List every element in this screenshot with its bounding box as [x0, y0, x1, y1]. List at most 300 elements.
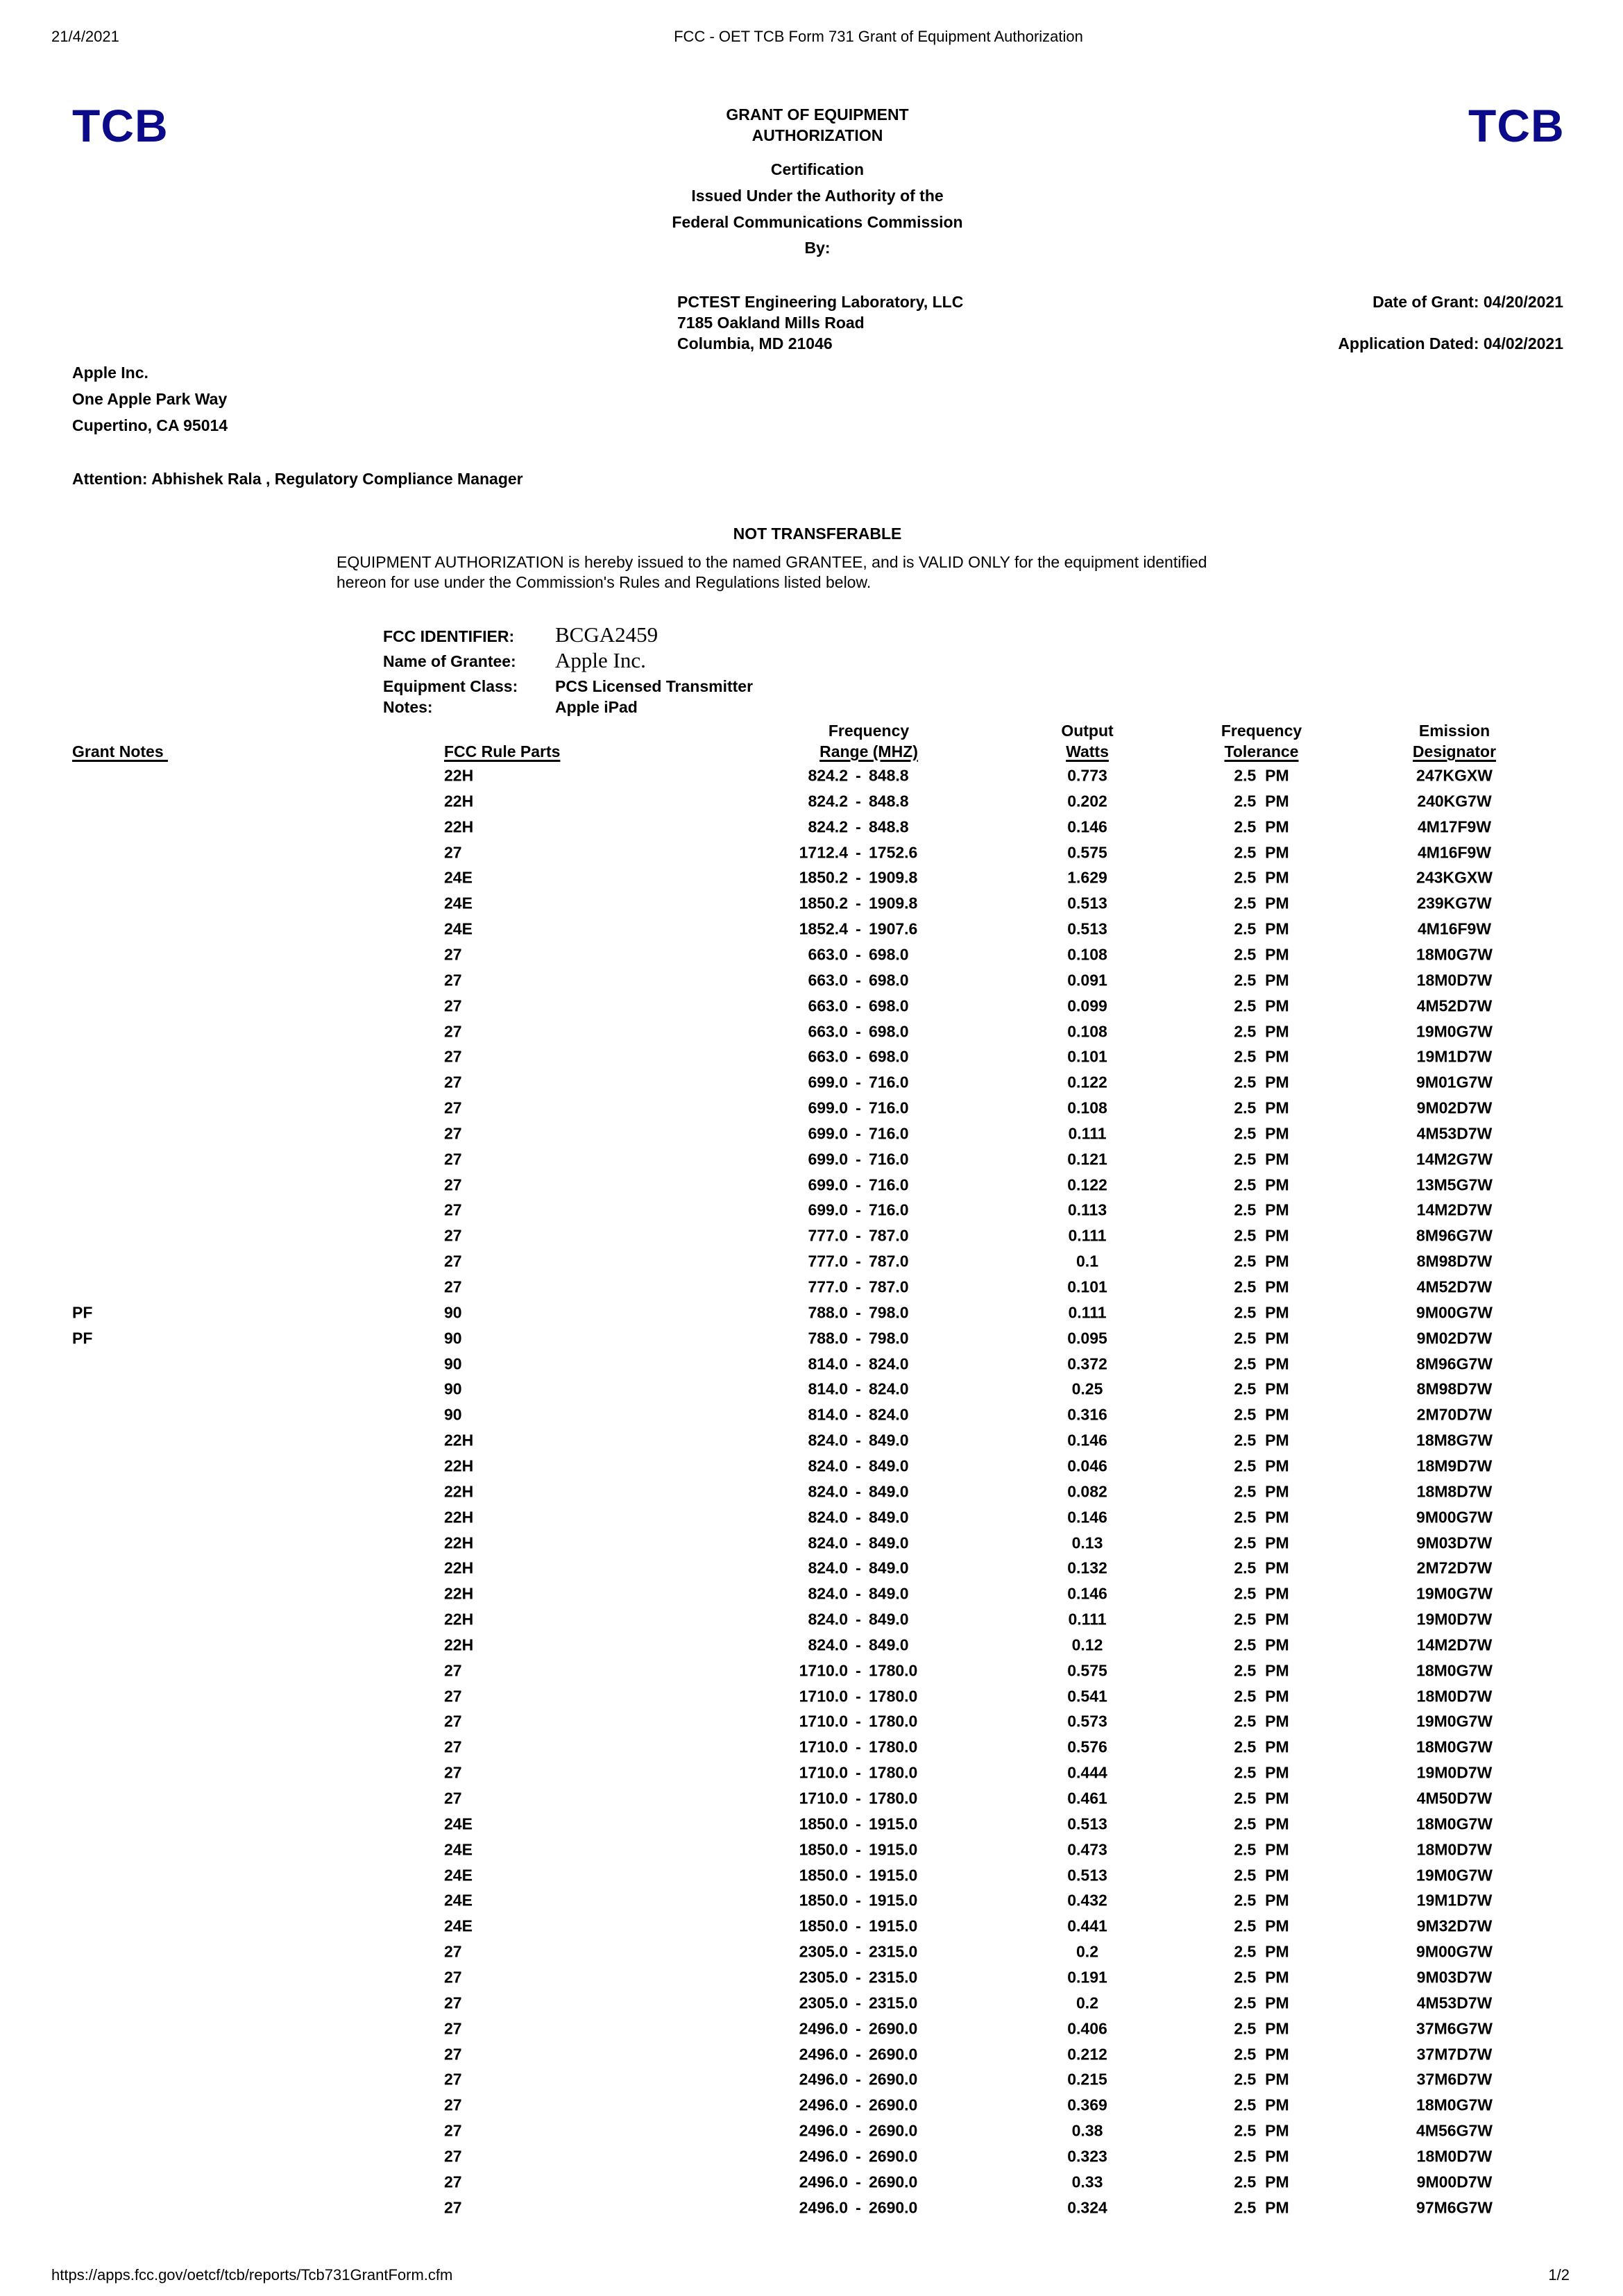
- rule-part-cell: 27: [444, 1022, 462, 1041]
- heading-issued: Issued Under the Authority of the: [691, 187, 944, 205]
- output-watts-cell: 0.13: [1071, 1533, 1103, 1552]
- rule-part-cell: 90: [444, 1354, 462, 1373]
- frequency-high: 849.0: [869, 1456, 909, 1475]
- rule-part-cell: 27: [444, 1252, 462, 1270]
- frequency-tolerance-cell: 2.5 PM: [1234, 2019, 1289, 2038]
- rule-part-cell: 27: [444, 2121, 462, 2140]
- frequency-range-cell: [765, 2173, 952, 2192]
- class-label: Equipment Class:: [383, 677, 518, 695]
- frequency-low: 2496.0: [799, 2198, 848, 2217]
- frequency-dash: -: [856, 2019, 861, 2038]
- frequency-range-cell: [765, 1252, 952, 1271]
- rule-part-cell: 22H: [444, 1456, 474, 1475]
- tcb-logo-left: TCB: [72, 100, 169, 151]
- output-watts-cell: 0.444: [1067, 1763, 1107, 1782]
- output-watts-cell: 0.773: [1067, 766, 1107, 785]
- output-watts-cell: 0.111: [1068, 1226, 1107, 1245]
- frequency-range-cell: [765, 2148, 952, 2166]
- header-tolerance: Tolerance: [1224, 742, 1299, 760]
- date-of-grant: Date of Grant: 04/20/2021: [1373, 293, 1563, 311]
- frequency-tolerance-cell: 2.5 PM: [1234, 1482, 1289, 1501]
- frequency-low: 1850.2: [799, 868, 848, 887]
- rule-part-cell: 24E: [444, 1814, 473, 1833]
- rule-part-cell: 27: [444, 1200, 462, 1219]
- frequency-dash: -: [856, 1073, 861, 1091]
- frequency-dash: -: [856, 1789, 861, 1808]
- frequency-tolerance-cell: 2.5 PM: [1234, 1737, 1289, 1756]
- rule-part-cell: 24E: [444, 868, 473, 887]
- frequency-dash: -: [856, 1712, 861, 1730]
- output-watts-cell: 0.432: [1067, 1891, 1107, 1910]
- frequency-tolerance-cell: 2.5 PM: [1234, 1661, 1289, 1680]
- emission-designator-cell: 18M0D7W: [1416, 2147, 1493, 2166]
- output-watts-cell: 0.38: [1071, 2121, 1103, 2140]
- lab-address1: 7185 Oakland Mills Road: [677, 314, 865, 332]
- frequency-high: 1780.0: [869, 1737, 918, 1756]
- frequency-low: 663.0: [808, 971, 848, 989]
- rule-part-cell: 27: [444, 1073, 462, 1091]
- attention-line: Attention: Abhishek Rala , Regulatory Compliance Manager: [72, 470, 523, 488]
- emission-designator-cell: 18M8D7W: [1416, 1482, 1493, 1501]
- class-value: PCS Licensed Transmitter: [555, 677, 754, 695]
- frequency-dash: -: [856, 1942, 861, 1961]
- output-watts-cell: 0.369: [1067, 2095, 1107, 2114]
- frequency-range-cell: [765, 1610, 952, 1629]
- frequency-low: 788.0: [808, 1303, 848, 1322]
- rule-part-cell: 27: [444, 2172, 462, 2191]
- frequency-tolerance-cell: 2.5 PM: [1234, 1073, 1289, 1091]
- frequency-range-cell: [765, 1125, 952, 1143]
- frequency-low: 777.0: [808, 1226, 848, 1245]
- frequency-high: 2315.0: [869, 1968, 918, 1987]
- rule-part-cell: 22H: [444, 792, 474, 810]
- frequency-tolerance-cell: 2.5 PM: [1234, 2070, 1289, 2089]
- output-watts-cell: 0.461: [1067, 1789, 1107, 1808]
- frequency-tolerance-cell: 2.5 PM: [1234, 2121, 1289, 2140]
- frequency-range-cell: [765, 1508, 952, 1527]
- emission-designator-cell: 243KGXW: [1416, 868, 1493, 887]
- frequency-tolerance-cell: 2.5 PM: [1234, 1942, 1289, 1961]
- frequency-range-cell: [765, 1559, 952, 1578]
- emission-designator-cell: 4M50D7W: [1416, 1789, 1493, 1808]
- frequency-dash: -: [856, 1150, 861, 1168]
- frequency-high: 716.0: [869, 1150, 909, 1168]
- rule-part-cell: 27: [444, 1277, 462, 1296]
- frequency-dash: -: [856, 2172, 861, 2191]
- frequency-high: 848.8: [869, 766, 909, 785]
- rule-part-cell: 24E: [444, 1840, 473, 1859]
- heading-line2: AUTHORIZATION: [751, 126, 883, 144]
- frequency-high: 1780.0: [869, 1789, 918, 1808]
- frequency-high: 1907.6: [869, 919, 918, 938]
- frequency-dash: -: [856, 919, 861, 938]
- frequency-range-cell: [765, 1662, 952, 1681]
- rule-part-cell: 27: [444, 1763, 462, 1782]
- frequency-low: 663.0: [808, 1022, 848, 1041]
- emission-designator-cell: 2M72D7W: [1416, 1558, 1493, 1577]
- frequency-range-cell: [765, 844, 952, 862]
- rule-part-cell: 24E: [444, 1891, 473, 1910]
- grant-note-cell: PF: [72, 1303, 93, 1322]
- output-watts-cell: 0.111: [1068, 1124, 1107, 1143]
- frequency-high: 1915.0: [869, 1866, 918, 1885]
- frequency-dash: -: [856, 2198, 861, 2217]
- frequency-high: 1909.8: [869, 894, 918, 912]
- frequency-range-cell: [765, 2046, 952, 2064]
- frequency-high: 849.0: [869, 1533, 909, 1552]
- frequency-tolerance-cell: 2.5 PM: [1234, 1098, 1289, 1117]
- rule-part-cell: 24E: [444, 894, 473, 912]
- rule-part-cell: 22H: [444, 1635, 474, 1654]
- frequency-range-cell: [765, 1023, 952, 1041]
- frequency-range-cell: [765, 1406, 952, 1425]
- frequency-tolerance-cell: 2.5 PM: [1234, 2147, 1289, 2166]
- frequency-low: 2496.0: [799, 2019, 848, 2038]
- frequency-dash: -: [856, 2121, 861, 2140]
- fcc-id-label: FCC IDENTIFIER:: [383, 627, 515, 645]
- emission-designator-cell: 4M16F9W: [1417, 919, 1492, 938]
- frequency-tolerance-cell: 2.5 PM: [1234, 1405, 1289, 1424]
- frequency-tolerance-cell: 2.5 PM: [1234, 1354, 1289, 1373]
- rule-part-cell: 27: [444, 1942, 462, 1961]
- frequency-tolerance-cell: 2.5 PM: [1234, 1303, 1289, 1322]
- emission-designator-cell: 9M03D7W: [1416, 1968, 1493, 1987]
- frequency-dash: -: [856, 1558, 861, 1577]
- rule-part-cell: 27: [444, 1789, 462, 1808]
- frequency-range-cell: [765, 2070, 952, 2089]
- output-watts-cell: 0.12: [1071, 1635, 1103, 1654]
- rule-part-cell: 27: [444, 2019, 462, 2038]
- rule-part-cell: 24E: [444, 919, 473, 938]
- frequency-tolerance-cell: 2.5 PM: [1234, 792, 1289, 810]
- frequency-high: 2690.0: [869, 2147, 918, 2166]
- frequency-range-cell: [765, 1278, 952, 1297]
- frequency-dash: -: [856, 843, 861, 862]
- frequency-dash: -: [856, 1635, 861, 1654]
- rule-part-cell: 90: [444, 1379, 462, 1398]
- frequency-high: 716.0: [869, 1124, 909, 1143]
- frequency-high: 1909.8: [869, 868, 918, 887]
- frequency-tolerance-cell: 2.5 PM: [1234, 1558, 1289, 1577]
- frequency-range-cell: [765, 1073, 952, 1092]
- emission-designator-cell: 4M16F9W: [1417, 843, 1492, 862]
- header-output-top: Output: [1061, 722, 1114, 740]
- frequency-tolerance-cell: 2.5 PM: [1234, 1456, 1289, 1475]
- frequency-dash: -: [856, 1405, 861, 1424]
- frequency-tolerance-cell: 2.5 PM: [1234, 1584, 1289, 1603]
- frequency-range-cell: [765, 1789, 952, 1808]
- output-watts-cell: 0.33: [1071, 2172, 1103, 2191]
- output-watts-cell: 0.108: [1067, 945, 1107, 964]
- frequency-low: 814.0: [808, 1405, 848, 1424]
- frequency-high: 787.0: [869, 1226, 909, 1245]
- tcb-logo-right: TCB: [1468, 100, 1565, 151]
- output-watts-cell: 0.372: [1067, 1354, 1107, 1373]
- frequency-low: 699.0: [808, 1073, 848, 1091]
- frequency-range-cell: [765, 2199, 952, 2218]
- emission-designator-cell: 4M52D7W: [1416, 996, 1493, 1015]
- rule-part-cell: 27: [444, 2095, 462, 2114]
- frequency-high: 798.0: [869, 1303, 909, 1322]
- frequency-low: 824.0: [808, 1533, 848, 1552]
- frequency-low: 2496.0: [799, 2070, 848, 2089]
- frequency-tolerance-cell: 2.5 PM: [1234, 971, 1289, 989]
- frequency-low: 1710.0: [799, 1737, 848, 1756]
- frequency-range-cell: [765, 1534, 952, 1553]
- rule-part-cell: 22H: [444, 1610, 474, 1629]
- output-watts-cell: 0.575: [1067, 1661, 1107, 1680]
- heading-commission: Federal Communications Commission: [672, 213, 963, 231]
- frequency-high: 716.0: [869, 1175, 909, 1194]
- emission-designator-cell: 37M6D7W: [1416, 2070, 1493, 2089]
- frequency-dash: -: [856, 1200, 861, 1219]
- output-watts-cell: 0.122: [1067, 1073, 1107, 1091]
- frequency-dash: -: [856, 2045, 861, 2064]
- emission-designator-cell: 239KG7W: [1417, 894, 1492, 912]
- frequency-tolerance-cell: 2.5 PM: [1234, 1226, 1289, 1245]
- frequency-high: 1752.6: [869, 843, 918, 862]
- emission-designator-cell: 18M0G7W: [1416, 1661, 1493, 1680]
- frequency-range-cell: [765, 1304, 952, 1323]
- frequency-tolerance-cell: 2.5 PM: [1234, 1866, 1289, 1885]
- frequency-low: 1710.0: [799, 1789, 848, 1808]
- frequency-range-cell: [765, 869, 952, 887]
- frequency-tolerance-cell: 2.5 PM: [1234, 1022, 1289, 1041]
- rule-part-cell: 90: [444, 1405, 462, 1424]
- output-watts-cell: 0.122: [1067, 1175, 1107, 1194]
- grantee-name: Apple Inc.: [72, 364, 148, 382]
- frequency-range-cell: [765, 1841, 952, 1860]
- frequency-dash: -: [856, 1661, 861, 1680]
- output-watts-cell: 0.146: [1067, 817, 1107, 836]
- frequency-low: 2305.0: [799, 1968, 848, 1987]
- frequency-range-cell: [765, 1457, 952, 1476]
- output-watts-cell: 0.513: [1067, 919, 1107, 938]
- frequency-low: 1852.4: [799, 919, 848, 938]
- frequency-low: 2496.0: [799, 2095, 848, 2114]
- frequency-tolerance-cell: 2.5 PM: [1234, 817, 1289, 836]
- footer-url[interactable]: https://apps.fcc.gov/oetcf/tcb/reports/Tcb731GrantForm.cfm: [51, 2266, 453, 2284]
- frequency-low: 824.0: [808, 1482, 848, 1501]
- frequency-dash: -: [856, 1993, 861, 2012]
- frequency-range-cell: [765, 1099, 952, 1118]
- frequency-dash: -: [856, 1891, 861, 1910]
- output-watts-cell: 0.146: [1067, 1584, 1107, 1603]
- frequency-range-cell: [765, 997, 952, 1016]
- output-watts-cell: 0.215: [1067, 2070, 1107, 2089]
- emission-designator-cell: 18M0D7W: [1416, 971, 1493, 989]
- rule-part-cell: 22H: [444, 1533, 474, 1552]
- frequency-low: 2496.0: [799, 2045, 848, 2064]
- frequency-low: 2496.0: [799, 2172, 848, 2191]
- frequency-high: 716.0: [869, 1200, 909, 1219]
- frequency-tolerance-cell: 2.5 PM: [1234, 1124, 1289, 1143]
- rule-part-cell: 22H: [444, 817, 474, 836]
- frequency-dash: -: [856, 1840, 861, 1859]
- frequency-high: 716.0: [869, 1073, 909, 1091]
- rule-part-cell: 27: [444, 945, 462, 964]
- emission-designator-cell: 37M6G7W: [1416, 2019, 1493, 2038]
- frequency-low: 699.0: [808, 1150, 848, 1168]
- rule-part-cell: 90: [444, 1303, 462, 1322]
- frequency-low: 699.0: [808, 1200, 848, 1219]
- frequency-low: 824.0: [808, 1431, 848, 1449]
- frequency-tolerance-cell: 2.5 PM: [1234, 1712, 1289, 1730]
- frequency-tolerance-cell: 2.5 PM: [1234, 868, 1289, 887]
- frequency-dash: -: [856, 1175, 861, 1194]
- frequency-tolerance-cell: 2.5 PM: [1234, 1635, 1289, 1654]
- emission-designator-cell: 18M0D7W: [1416, 1840, 1493, 1859]
- frequency-range-cell: [765, 1201, 952, 1220]
- emission-designator-cell: 19M0G7W: [1416, 1022, 1493, 1041]
- frequency-low: 2496.0: [799, 2147, 848, 2166]
- notes-label: Notes:: [383, 698, 433, 716]
- frequency-tolerance-cell: 2.5 PM: [1234, 1431, 1289, 1449]
- emission-designator-cell: 9M02D7W: [1416, 1329, 1493, 1347]
- frequency-high: 2690.0: [869, 2095, 918, 2114]
- frequency-high: 2690.0: [869, 2172, 918, 2191]
- emission-designator-cell: 8M98D7W: [1416, 1252, 1493, 1270]
- frequency-tolerance-cell: 2.5 PM: [1234, 1252, 1289, 1270]
- frequency-dash: -: [856, 1431, 861, 1449]
- output-watts-cell: 0.108: [1067, 1022, 1107, 1041]
- header-frequency-top: Frequency: [828, 722, 910, 740]
- frequency-tolerance-cell: 2.5 PM: [1234, 1814, 1289, 1833]
- frequency-high: 2690.0: [869, 2045, 918, 2064]
- emission-designator-cell: 9M00G7W: [1416, 1942, 1493, 1961]
- frequency-low: 814.0: [808, 1379, 848, 1398]
- frequency-dash: -: [856, 1124, 861, 1143]
- output-watts-cell: 0.146: [1067, 1431, 1107, 1449]
- emission-designator-cell: 18M0G7W: [1416, 945, 1493, 964]
- frequency-low: 663.0: [808, 1047, 848, 1066]
- rule-part-cell: 27: [444, 2070, 462, 2089]
- frequency-dash: -: [856, 1508, 861, 1527]
- rule-part-cell: 27: [444, 1737, 462, 1756]
- frequency-dash: -: [856, 817, 861, 836]
- output-watts-cell: 0.101: [1067, 1277, 1107, 1296]
- frequency-range-cell: [765, 894, 952, 913]
- output-watts-cell: 0.132: [1067, 1558, 1107, 1577]
- frequency-low: 824.0: [808, 1584, 848, 1603]
- print-date: 21/4/2021: [51, 28, 119, 45]
- frequency-range-cell: [765, 1176, 952, 1195]
- output-watts-cell: 0.113: [1067, 1200, 1107, 1219]
- emission-designator-cell: 18M0G7W: [1416, 1737, 1493, 1756]
- frequency-low: 1710.0: [799, 1687, 848, 1706]
- rule-part-cell: 27: [444, 1968, 462, 1987]
- output-watts-cell: 0.25: [1071, 1379, 1103, 1398]
- frequency-dash: -: [856, 1533, 861, 1552]
- frequency-low: 777.0: [808, 1252, 848, 1270]
- frequency-dash: -: [856, 2095, 861, 2114]
- frequency-dash: -: [856, 1610, 861, 1629]
- emission-designator-cell: 18M9D7W: [1416, 1456, 1493, 1475]
- frequency-range-cell: [765, 1866, 952, 1885]
- frequency-range-cell: [765, 920, 952, 939]
- frequency-range-cell: [765, 971, 952, 990]
- emission-designator-cell: 9M02D7W: [1416, 1098, 1493, 1117]
- frequency-low: 699.0: [808, 1175, 848, 1194]
- frequency-dash: -: [856, 766, 861, 785]
- emission-designator-cell: 4M53D7W: [1416, 1993, 1493, 2012]
- frequency-tolerance-cell: 2.5 PM: [1234, 894, 1289, 912]
- frequency-dash: -: [856, 1968, 861, 1987]
- frequency-low: 1712.4: [799, 843, 848, 862]
- notes-value: Apple iPad: [555, 698, 638, 716]
- emission-designator-cell: 19M1D7W: [1416, 1047, 1493, 1066]
- emission-designator-cell: 18M8G7W: [1416, 1431, 1493, 1449]
- frequency-range-cell: [765, 1048, 952, 1066]
- frequency-low: 814.0: [808, 1354, 848, 1373]
- application-dated: Application Dated: 04/02/2021: [1338, 334, 1563, 352]
- frequency-range-cell: [765, 1994, 952, 2013]
- output-watts-cell: 0.575: [1067, 843, 1107, 862]
- print-title: FCC - OET TCB Form 731 Grant of Equipment Authorization: [674, 28, 1083, 45]
- frequency-low: 824.2: [808, 792, 848, 810]
- rule-part-cell: 27: [444, 996, 462, 1015]
- output-watts-cell: 0.082: [1067, 1482, 1107, 1501]
- grantee-value: Apple Inc.: [555, 648, 646, 672]
- frequency-high: 2315.0: [869, 1942, 918, 1961]
- frequency-tolerance-cell: 2.5 PM: [1234, 1047, 1289, 1066]
- output-watts-cell: 0.541: [1067, 1687, 1107, 1706]
- rule-part-cell: 22H: [444, 1431, 474, 1449]
- frequency-dash: -: [856, 1354, 861, 1373]
- frequency-high: 1915.0: [869, 1840, 918, 1859]
- output-watts-cell: 0.513: [1067, 1866, 1107, 1885]
- emission-designator-cell: 240KG7W: [1417, 792, 1492, 810]
- emission-designator-cell: 13M5G7W: [1416, 1175, 1493, 1194]
- header-emission-top: Emission: [1418, 722, 1490, 740]
- frequency-range-cell: [765, 1636, 952, 1655]
- frequency-dash: -: [856, 1226, 861, 1245]
- frequency-tolerance-cell: 2.5 PM: [1234, 1891, 1289, 1910]
- frequency-high: 698.0: [869, 971, 909, 989]
- frequency-high: 2690.0: [869, 2070, 918, 2089]
- frequency-high: 1780.0: [869, 1687, 918, 1706]
- emission-designator-cell: 97M6G7W: [1416, 2198, 1493, 2217]
- frequency-low: 824.2: [808, 817, 848, 836]
- frequency-dash: -: [856, 1379, 861, 1398]
- frequency-high: 849.0: [869, 1482, 909, 1501]
- rule-part-cell: 27: [444, 1047, 462, 1066]
- frequency-range-cell: [765, 792, 952, 811]
- emission-designator-cell: 4M56G7W: [1416, 2121, 1493, 2140]
- grantee-label: Name of Grantee:: [383, 652, 516, 670]
- emission-designator-cell: 9M01G7W: [1416, 1073, 1493, 1091]
- frequency-tolerance-cell: 2.5 PM: [1234, 919, 1289, 938]
- frequency-dash: -: [856, 945, 861, 964]
- output-watts-cell: 0.146: [1067, 1508, 1107, 1527]
- emission-designator-cell: 19M0D7W: [1416, 1610, 1493, 1629]
- frequency-low: 1850.0: [799, 1866, 848, 1885]
- frequency-low: 824.0: [808, 1456, 848, 1475]
- frequency-high: 849.0: [869, 1431, 909, 1449]
- emission-designator-cell: 14M2D7W: [1416, 1200, 1493, 1219]
- rule-part-cell: 27: [444, 1712, 462, 1730]
- frequency-range-cell: [765, 1738, 952, 1757]
- frequency-range-cell: [765, 1687, 952, 1706]
- header-emission-designator: Designator: [1412, 742, 1497, 760]
- lab-name: PCTEST Engineering Laboratory, LLC: [677, 293, 964, 311]
- frequency-high: 1915.0: [869, 1891, 918, 1910]
- frequency-low: 1850.2: [799, 894, 848, 912]
- emission-designator-cell: 14M2D7W: [1416, 1635, 1493, 1654]
- frequency-range-cell: [765, 767, 952, 785]
- frequency-range-cell: [765, 1150, 952, 1169]
- frequency-dash: -: [856, 792, 861, 810]
